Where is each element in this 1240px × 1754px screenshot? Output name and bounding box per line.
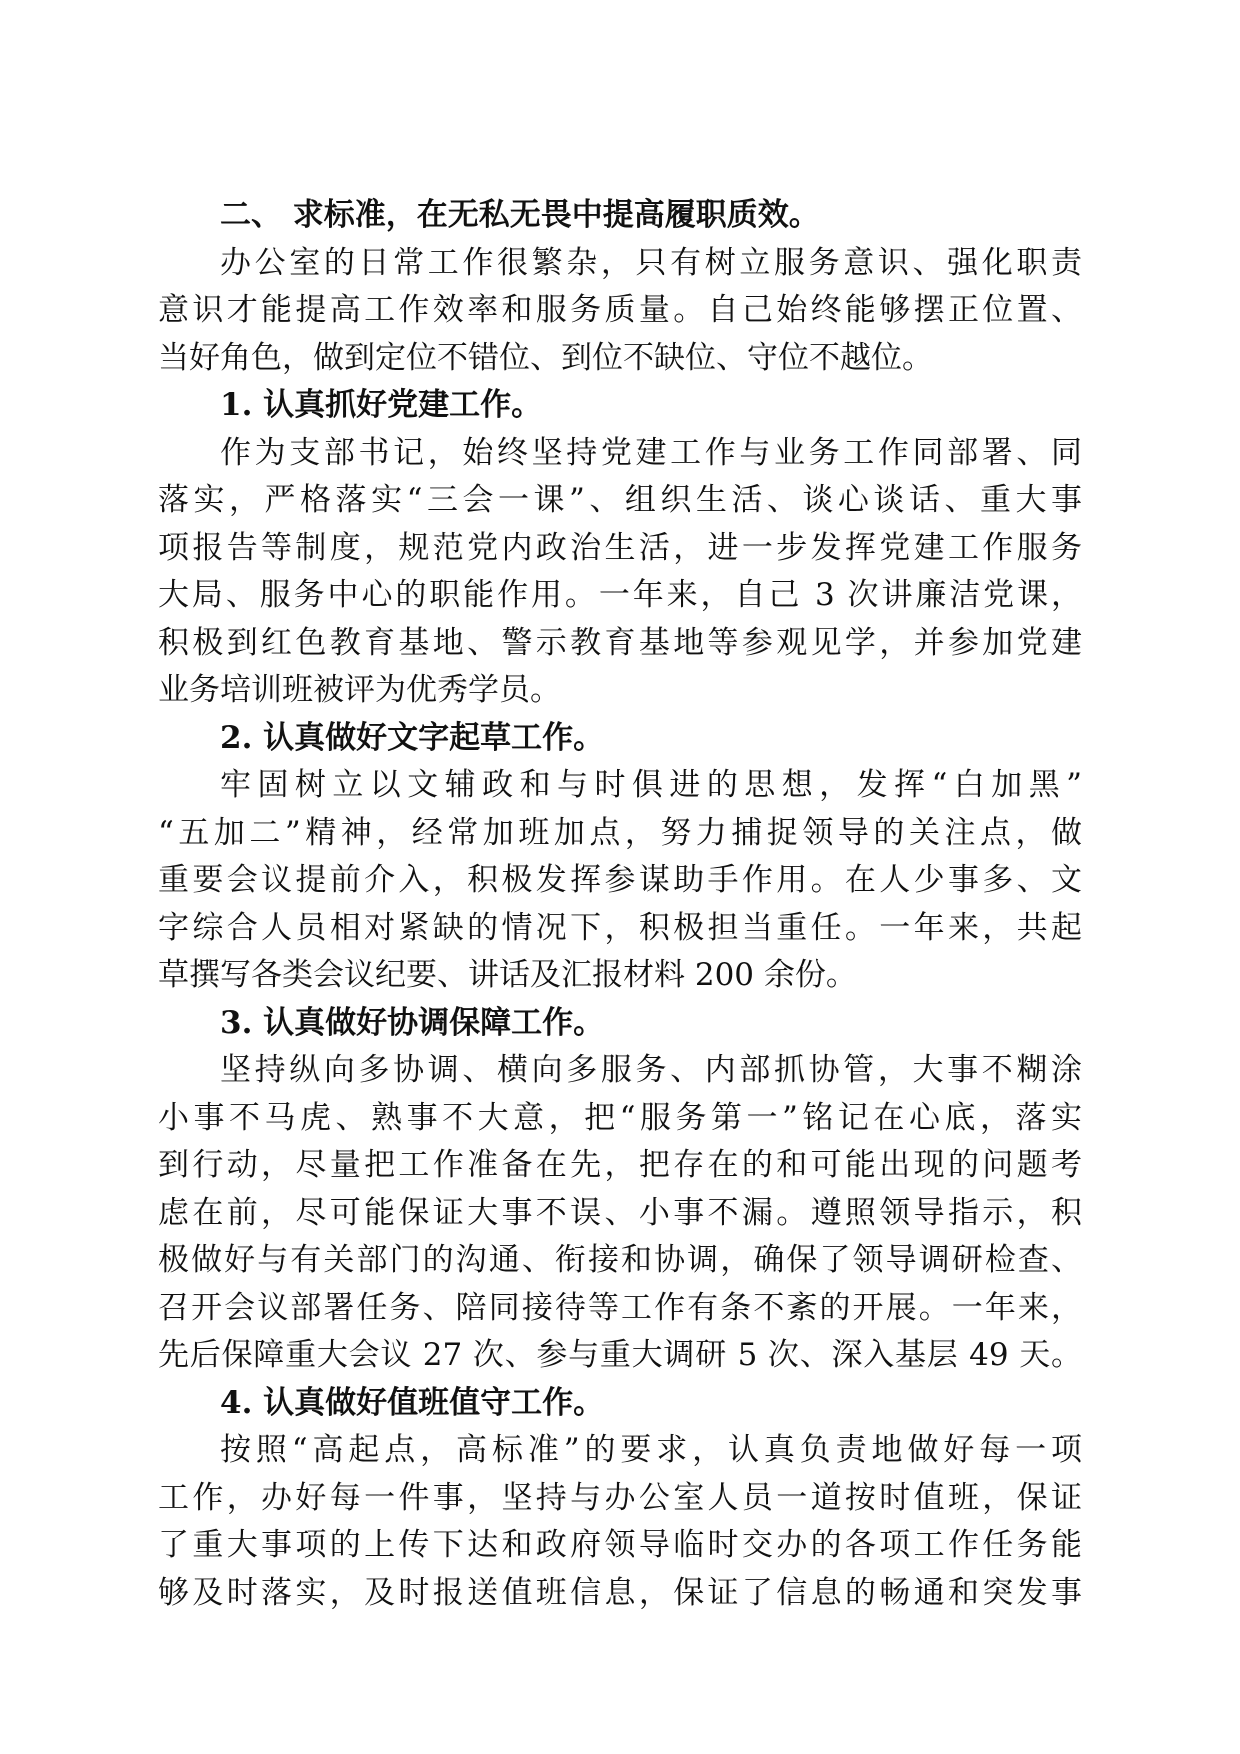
paragraph-line: 积极到红色教育基地、警示教育基地等参观见学，并参加党建 bbox=[158, 624, 1082, 661]
section-heading: 二、 求标准，在无私无畏中提高履职质效。 bbox=[220, 197, 820, 233]
paragraph-line: 召开会议部署任务、陪同接待等工作有条不紊的开展。一年来， bbox=[158, 1289, 1082, 1326]
intro-line: 当好角色，做到定位不错位、到位不缺位、守位不越位。 bbox=[158, 339, 933, 376]
item-2-title: 2. 认真做好文字起草工作。 bbox=[220, 719, 605, 756]
paragraph-line: 到行动，尽量把工作准备在先，把存在的和可能出现的问题考 bbox=[158, 1147, 1082, 1183]
item-1-title: 1. 认真抓好党建工作。 bbox=[220, 387, 543, 423]
paragraph-line: 重要会议提前介入，积极发挥参谋助手作用。在人少事多、文 bbox=[158, 862, 1082, 898]
document-body bbox=[158, 192, 1082, 1617]
paragraph-line: 按照“高起点，高标准”的要求，认真负责地做好每一项 bbox=[220, 1432, 1082, 1468]
item-4-title: 4. 认真做好值班值守工作。 bbox=[220, 1384, 605, 1421]
paragraph-line: 牢固树立以文辅政和与时俱进的思想，发挥“白加黑” bbox=[220, 767, 1082, 803]
item-3-title: 3. 认真做好协调保障工作。 bbox=[220, 1004, 605, 1041]
paragraph-line: 坚持纵向多协调、横向多服务、内部抓协管，大事不糊涂 bbox=[220, 1052, 1082, 1088]
paragraph-line: 大局、服务中心的职能作用。一年来，自己 3 次讲廉洁党课， bbox=[158, 577, 1082, 613]
paragraph-line: “五加二”精神，经常加班加点，努力捕捉领导的关注点，做 bbox=[158, 814, 1082, 851]
paragraph-line: 小事不马虎、熟事不大意，把“服务第一”铭记在心底，落实 bbox=[158, 1099, 1082, 1136]
paragraph-line: 先后保障重大会议 27 次、参与重大调研 5 次、深入基层 49 天。 bbox=[158, 1337, 1082, 1373]
paragraph-line: 业务培训班被评为优秀学员。 bbox=[158, 672, 561, 708]
paragraph-line: 作为支部书记，始终坚持党建工作与业务工作同部署、同 bbox=[220, 434, 1082, 471]
paragraph-line: 工作，办好每一件事，坚持与办公室人员一道按时值班，保证 bbox=[158, 1479, 1082, 1516]
paragraph-line: 极做好与有关部门的沟通、衔接和协调，确保了领导调研检查、 bbox=[158, 1242, 1082, 1278]
paragraph-line: 虑在前，尽可能保证大事不误、小事不漏。遵照领导指示，积 bbox=[158, 1194, 1082, 1231]
intro-line: 办公室的日常工作很繁杂，只有树立服务意识、强化职责 bbox=[220, 244, 1082, 281]
paragraph-line: 草撰写各类会议纪要、讲话及汇报材料 200 余份。 bbox=[158, 957, 857, 993]
paragraph-line: 落实，严格落实“三会一课”、组织生活、谈心谈话、重大事 bbox=[158, 482, 1082, 518]
paragraph-line: 字综合人员相对紧缺的情况下，积极担当重任。一年来，共起 bbox=[158, 909, 1082, 946]
paragraph-line: 项报告等制度，规范党内政治生活，进一步发挥党建工作服务 bbox=[158, 529, 1082, 566]
paragraph-line: 了重大事项的上传下达和政府领导临时交办的各项工作任务能 bbox=[158, 1527, 1082, 1563]
paragraph-line: 够及时落实，及时报送值班信息，保证了信息的畅通和突发事 bbox=[158, 1574, 1082, 1611]
intro-line: 意识才能提高工作效率和服务质量。自己始终能够摆正位置、 bbox=[158, 292, 1082, 328]
